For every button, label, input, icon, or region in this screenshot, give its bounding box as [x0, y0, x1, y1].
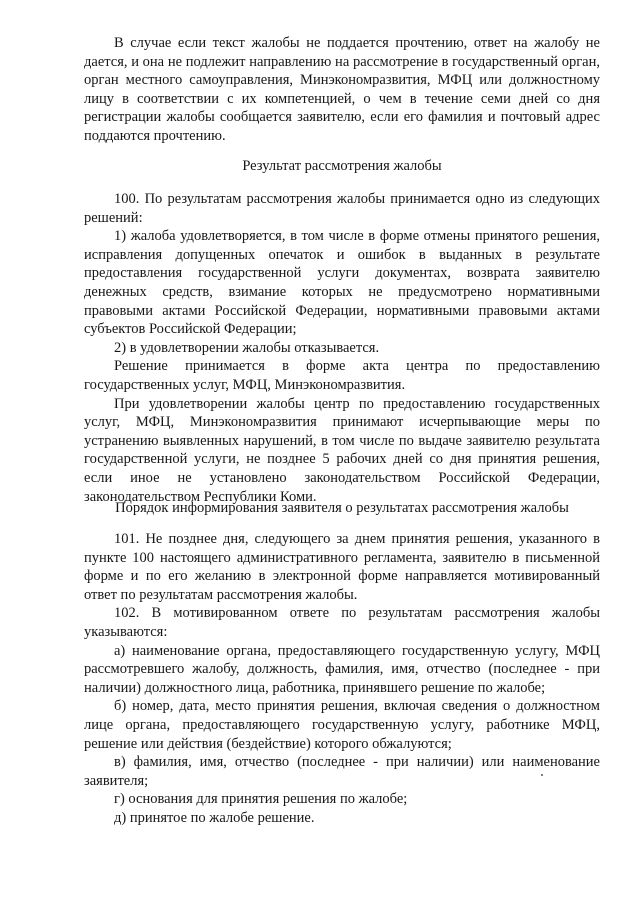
paragraph-101: 101. Не позднее дня, следующего за днем принятия решения, указанного в пункте 100 настоящего административного регламента, заявителю в письменной форме и по его желанию в электронной форме направляется мотивированный ответ по результатам рассмотрения жалобы. [84, 531, 600, 603]
paragraph-102-item-a: а) наименование органа, предоставляющего государственную услугу, МФЦ рассмотревшего жалобу, должность, фамилия, имя, отчество (последнее - при наличии) должностного лица, работника, принявшего решение по жалобе; [84, 642, 600, 696]
intro-block [84, 34, 600, 146]
paragraph-100-option-1: 1) жалоба удовлетворяется, в том числе в форме отмены принятого решения, исправления допущенных опечаток и ошибок в выданных в результате предоставления государственной услуги документах, возврата заявителю денежных средств, взимание которых не предусмотрено нормативными правовыми актами Российской Федерации, нормативными правовыми актами субъектов Российской Федерации; [84, 228, 600, 338]
paragraph-102-item-v: в) фамилия, имя, отчество (последнее - при наличии) или наименование заявителя; [84, 754, 600, 789]
paragraph-102-item-g: г) основания для принятия решения по жалобе; [114, 791, 408, 808]
paragraph-100-option-2: 2) в удовлетворении жалобы отказывается. [114, 339, 380, 356]
paragraph-102-item-d: д) принятое по жалобе решение. [114, 809, 315, 826]
paragraph-102: 102. В мотивированном ответе по результатам рассмотрения жалобы указываются: [84, 605, 600, 640]
section-result-body [84, 190, 600, 506]
paragraph-decision-form: Решение принимается в форме акта центра по предоставлению государственных услуг, МФЦ, Минэкономразвития. [84, 358, 600, 393]
intro-paragraph: В случае если текст жалобы не поддается прочтению, ответ на жалобу не дается, и она не подлежит направлению на рассмотрение в государственный орган, орган местного самоуправления, Минэкономразвития, МФЦ или должностному лицу в соответствии с их компетенцией, о чем в течение семи дней со дня регистрации жалобы сообщается заявителю, если его фамилия и почтовый адрес поддаются прочтению. [84, 35, 600, 144]
paragraph-102-item-b: б) номер, дата, место принятия решения, включая сведения о должностном лице органа, предоставляющего государственную услугу, работнике МФЦ, решение или действия (бездействие) которого обжалуются; [84, 698, 600, 752]
paragraph-satisfaction-measures: При удовлетворении жалобы центр по предоставлению государственных услуг, МФЦ, Минэкономразвития принимают исчерпывающие меры по устранению выявленных нарушений, в том числе по выдаче заявителю результата государственной услуги, не позднее 5 рабочих дней со дня принятия решения, если иное не установлено законодательством Российской Федерации, законодательством Республики Коми. [84, 395, 600, 505]
section-heading-informing: Порядок информирования заявителя о результатах рассмотрения жалобы [115, 500, 569, 516]
section-informing-body [84, 530, 600, 828]
scan-speck [541, 774, 543, 776]
section-heading-result: Результат рассмотрения жалобы [242, 158, 442, 174]
paragraph-100: 100. По результатам рассмотрения жалобы принимается одно из следующих решений: [84, 191, 600, 226]
